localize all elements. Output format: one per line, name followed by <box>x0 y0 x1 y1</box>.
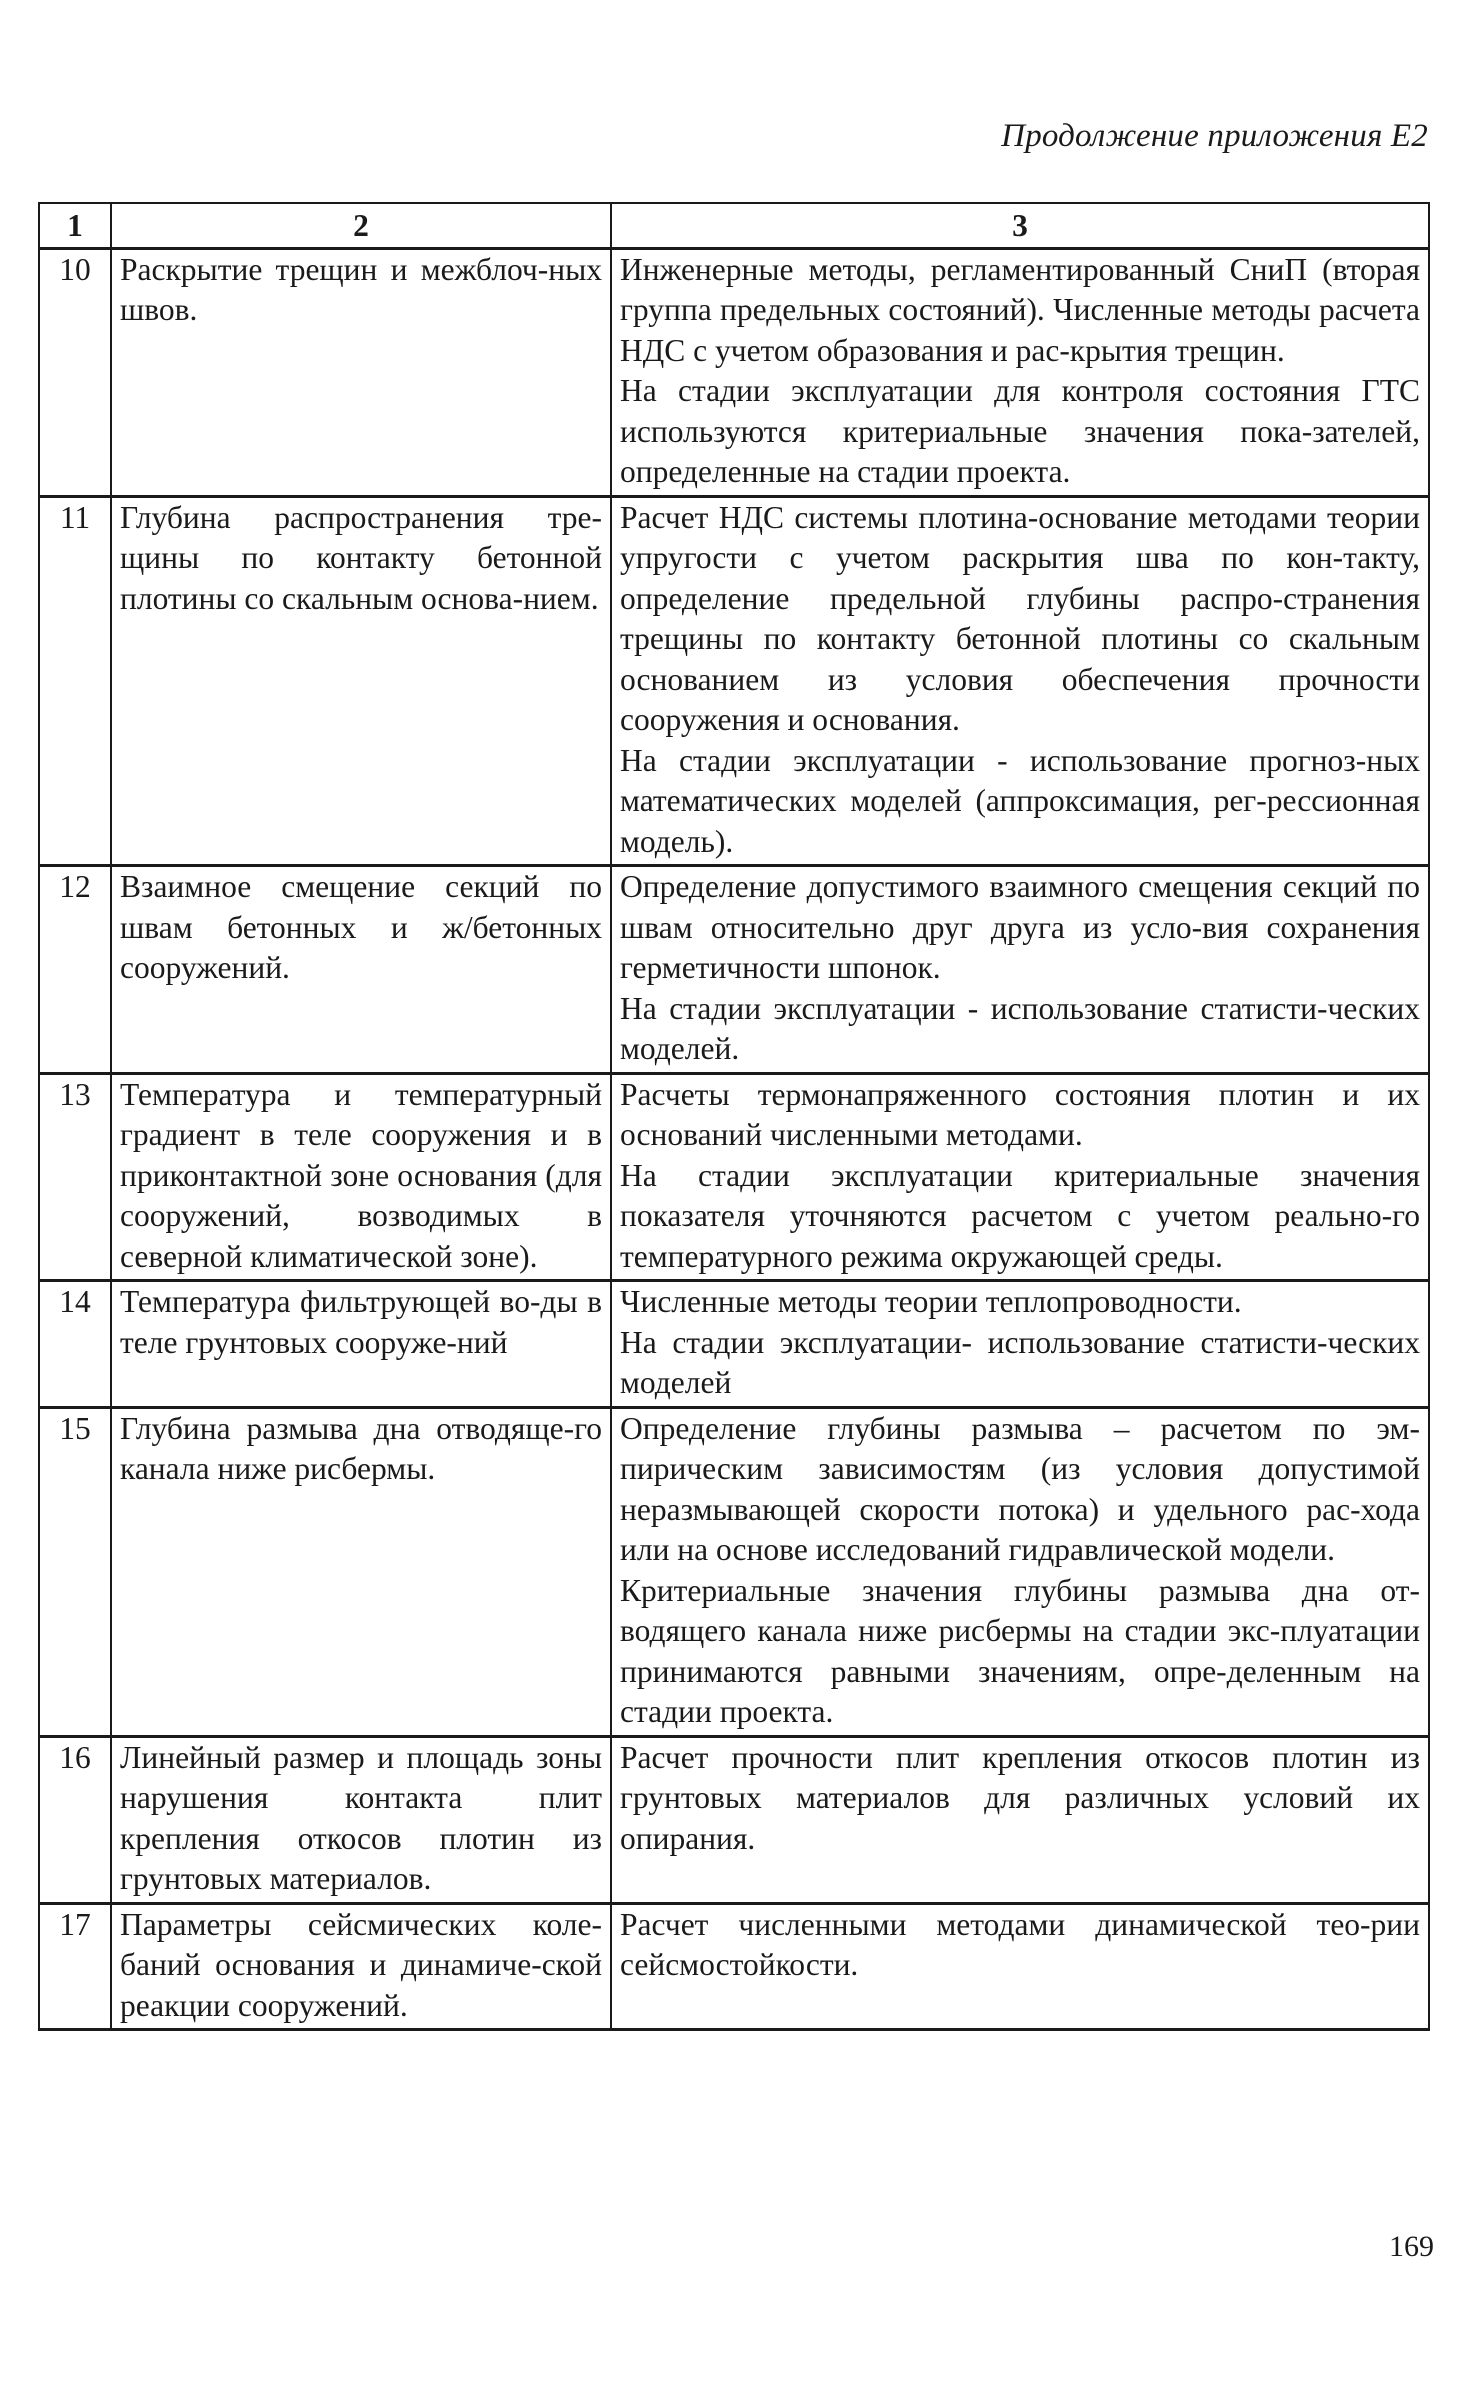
row-methods <box>611 866 1429 1074</box>
row-parameter: Взаимное смещение секций по швам бетонных и ж/бетонных сооружений. <box>111 866 611 1074</box>
method-paragraph: Расчет НДС системы плотина-основание методами теории упругости с учетом раскрытия шва по кон-такту, определение предельной глубины распро-странения трещины по контакту бетонной плотины со скальным основанием из условия обеспечения прочности сооружения и основания. <box>620 499 1420 737</box>
row-parameter: Глубина размыва дна отводяще-го канала ниже рисбермы. <box>111 1407 611 1736</box>
method-paragraph: Расчеты термонапряженного состояния плотин и их оснований численными методами. <box>620 1076 1420 1152</box>
page-number: 169 <box>1389 2230 1434 2263</box>
row-methods <box>611 1073 1429 1281</box>
method-paragraph: Определение глубины размыва – расчетом по эм-пирическим зависимостям (из условия допустимой неразмывающей скорости потока) и удельного рас-хода или на основе исследований гидравлической модели. <box>620 1410 1420 1567</box>
table-row <box>39 1073 1429 1281</box>
method-paragraph: На стадии эксплуатации - использование статисти-ческих моделей. <box>620 990 1420 1066</box>
row-number: 14 <box>39 1281 111 1408</box>
row-number: 16 <box>39 1736 111 1903</box>
table-row <box>39 1281 1429 1408</box>
table-row <box>39 1903 1429 2030</box>
table-row <box>39 866 1429 1074</box>
method-paragraph: Критериальные значения глубины размыва дна от-водящего канала ниже рисбермы на стадии экс-плуатации принимаются равными значениям, опре-деленным на стадии проекта. <box>620 1572 1420 1729</box>
row-parameter: Температура фильтрующей во-ды в теле грунтовых сооруже-ний <box>111 1281 611 1408</box>
column-header-parameter: 2 <box>111 203 611 248</box>
row-number: 15 <box>39 1407 111 1736</box>
row-parameter: Раскрытие трещин и межблоч-ных швов. <box>111 248 611 496</box>
table-header-row <box>39 203 1429 248</box>
row-parameter: Температура и температурный градиент в теле сооружения и в приконтактной зоне основания (для сооружений, возводимых в северной климатической зоне). <box>111 1073 611 1281</box>
method-paragraph: Расчет численными методами динамической тео-рии сейсмостойкости. <box>620 1906 1420 1982</box>
row-number: 17 <box>39 1903 111 2030</box>
table-row <box>39 1736 1429 1903</box>
row-methods <box>611 496 1429 866</box>
row-number: 11 <box>39 496 111 866</box>
method-paragraph: Определение допустимого взаимного смещения секций по швам относительно друг друга из усло-вия сохранения герметичности шпонок. <box>620 869 1420 985</box>
table-row <box>39 496 1429 866</box>
row-parameter: Параметры сейсмических коле-баний основания и динамиче-ской реакции сооружений. <box>111 1903 611 2030</box>
row-number: 12 <box>39 866 111 1074</box>
table-row <box>39 1407 1429 1736</box>
row-methods <box>611 1736 1429 1903</box>
row-methods <box>611 1903 1429 2030</box>
row-methods <box>611 1281 1429 1408</box>
row-methods <box>611 1407 1429 1736</box>
method-paragraph: На стадии эксплуатации для контроля состояния ГТС используются критериальные значения пока-зателей, определенные на стадии проекта. <box>620 373 1420 489</box>
method-paragraph: На стадии эксплуатации критериальные значения показателя уточняются расчетом с учетом реально-го температурного режима окружающей среды. <box>620 1157 1420 1274</box>
method-paragraph: Расчет прочности плит крепления откосов плотин из грунтовых материалов для различных условий их опирания. <box>620 1739 1420 1856</box>
page-header-title: Продолжение приложения Е2 <box>1001 118 1428 154</box>
row-number: 13 <box>39 1073 111 1281</box>
row-methods <box>611 248 1429 496</box>
column-header-number: 1 <box>39 203 111 248</box>
method-paragraph: На стадии эксплуатации- использование статисти-ческих моделей <box>620 1324 1420 1400</box>
row-parameter: Линейный размер и площадь зоны нарушения контакта плит крепления откосов плотин из грунтовых материалов. <box>111 1736 611 1903</box>
table-row <box>39 248 1429 496</box>
row-parameter: Глубина распространения тре-щины по контакту бетонной плотины со скальным основа-нием. <box>111 496 611 866</box>
method-paragraph: Инженерные методы, регламентированный СниП (вторая группа предельных состояний). Численные методы расчета НДС с учетом образования и рас-крытия трещин. <box>620 251 1420 368</box>
appendix-table <box>38 202 1430 2031</box>
column-header-methods: 3 <box>611 203 1429 248</box>
method-paragraph: На стадии эксплуатации - использование прогноз-ных математических моделей (аппроксимация, рег-рессионная модель). <box>620 742 1420 859</box>
method-paragraph: Численные методы теории теплопроводности. <box>620 1284 1242 1319</box>
row-number: 10 <box>39 248 111 496</box>
